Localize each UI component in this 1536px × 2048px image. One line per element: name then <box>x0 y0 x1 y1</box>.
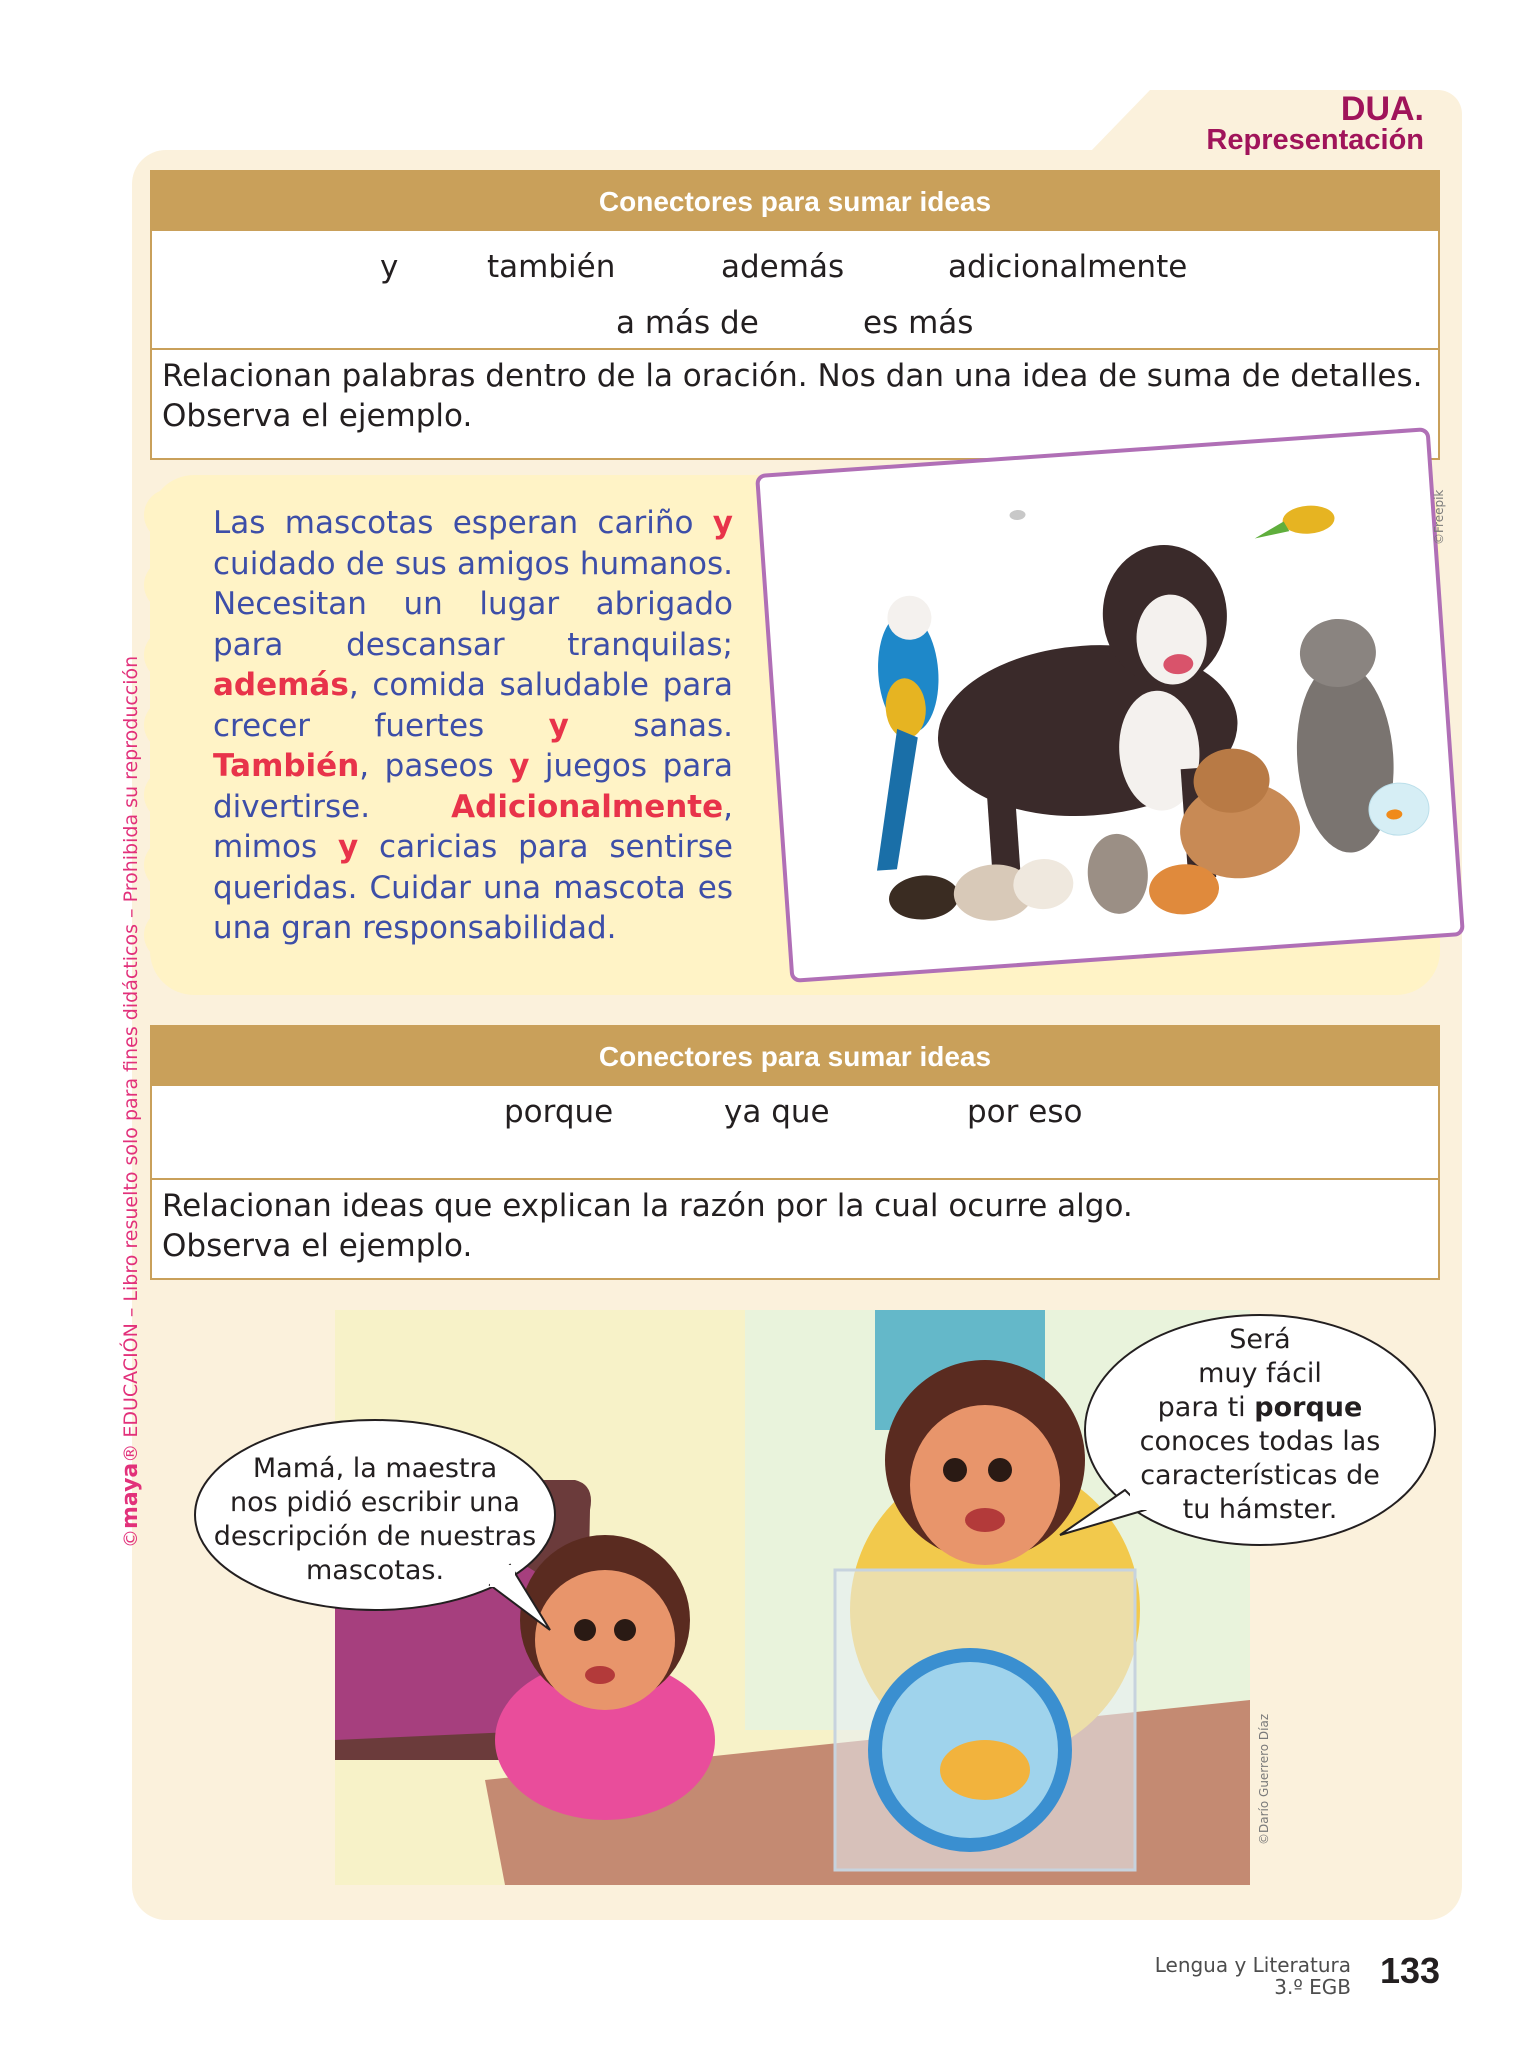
bubble-line: tu hámster. <box>1182 1494 1338 1525</box>
example-text: , mimos <box>213 788 733 865</box>
grade-level: 3.º EGB <box>1274 1975 1351 1999</box>
bubble-text-plain: para ti <box>1157 1392 1255 1423</box>
description-row <box>152 348 1438 442</box>
illustration-credit: ©Darío Guerrero Díaz <box>1257 1713 1271 1845</box>
photo-credit: ©Freepik <box>1432 489 1446 545</box>
table-description <box>152 1180 1438 1272</box>
side-note-text: EDUCACIÓN – Libro resuelto solo para fines didácticos – Prohibida su reproducción <box>120 655 142 1438</box>
example-text: juegos para divertirse. <box>213 748 733 825</box>
bubble-line: nos pidió escribir una <box>230 1487 520 1518</box>
connector-highlight: y <box>548 707 569 744</box>
connector-word: a más de <box>616 305 759 341</box>
dua-title: DUA. <box>1340 90 1424 128</box>
bubble-line: mascotas. <box>305 1555 445 1586</box>
table-description: Relacionan palabras dentro de la oración. Nos dan una idea de suma de detalles. Observa el ejemplo. <box>162 358 1423 434</box>
brand-logo: maya <box>118 1462 143 1529</box>
connector-highlight: además <box>213 667 349 703</box>
bubble-line: Será <box>1229 1324 1291 1355</box>
example-text: cuidado de sus amigos humanos. Necesitan un lugar abrigado para descansar tranquilas; <box>213 545 733 663</box>
example-paragraph <box>213 503 733 949</box>
table-header: Conectores para sumar ideas <box>152 172 1438 231</box>
subject-name: Lengua y Literatura <box>1154 1953 1351 1977</box>
connectors-table-cause <box>150 1025 1440 1280</box>
bubble-line: muy fácil <box>1198 1358 1322 1389</box>
example-text: , paseos <box>359 748 510 784</box>
description-line: Observa el ejemplo. <box>162 1228 473 1264</box>
example-text: sanas. <box>568 707 733 744</box>
connector-highlight: y <box>712 505 733 541</box>
connector-highlight: También <box>213 748 360 784</box>
pets-photo <box>755 427 1465 983</box>
connector-word: por eso <box>967 1094 1083 1130</box>
connectors-row <box>152 231 1438 348</box>
bubble-line: descripción de nuestras <box>213 1521 537 1552</box>
example-text: , comida saludable para crecer fuertes <box>213 667 733 744</box>
right-bubble-text <box>1090 1323 1430 1527</box>
description-row <box>152 1178 1438 1272</box>
connector-highlight: y <box>337 829 359 865</box>
footer-subject <box>1155 1954 1351 1998</box>
table-header: Conectores para sumar ideas <box>152 1027 1438 1086</box>
connector-word: adicionalmente <box>948 249 1188 285</box>
connector-highlight: Adicionalmente <box>451 788 724 825</box>
bubble-line: Mamá, la maestra <box>252 1453 498 1484</box>
pets-illustration <box>759 431 1469 987</box>
connectors-table-sum <box>150 170 1440 460</box>
connector-word: ya que <box>724 1094 830 1130</box>
left-bubble-text <box>200 1452 550 1588</box>
example-text: Las mascotas esperan cariño <box>213 505 713 541</box>
connector-word: además <box>721 249 845 285</box>
copyright-side-note: ©maya® EDUCACIÓN – Libro resuelto solo para fines didácticos – Prohibida su reproducción <box>118 655 143 1548</box>
connector-word: también <box>487 249 616 285</box>
connectors-row <box>152 1086 1438 1178</box>
dua-subtitle: Representación <box>1206 124 1424 156</box>
connector-word: porque <box>504 1094 614 1130</box>
connector-word: es más <box>863 305 974 341</box>
bubble-connector: porque <box>1254 1392 1363 1423</box>
bubble-line: características de <box>1140 1460 1380 1491</box>
bubble-line <box>1090 1391 1430 1425</box>
bubble-line: conoces todas las <box>1139 1426 1381 1457</box>
description-line: Relacionan ideas que explican la razón por la cual ocurre algo. <box>162 1188 1133 1224</box>
connector-word: y <box>380 249 399 285</box>
example-text: caricias para sentirse queridas. Cuidar una mascota es una gran responsabilidad. <box>213 829 733 946</box>
connector-highlight: y <box>509 748 530 784</box>
page-number: 133 <box>1380 1950 1441 1991</box>
